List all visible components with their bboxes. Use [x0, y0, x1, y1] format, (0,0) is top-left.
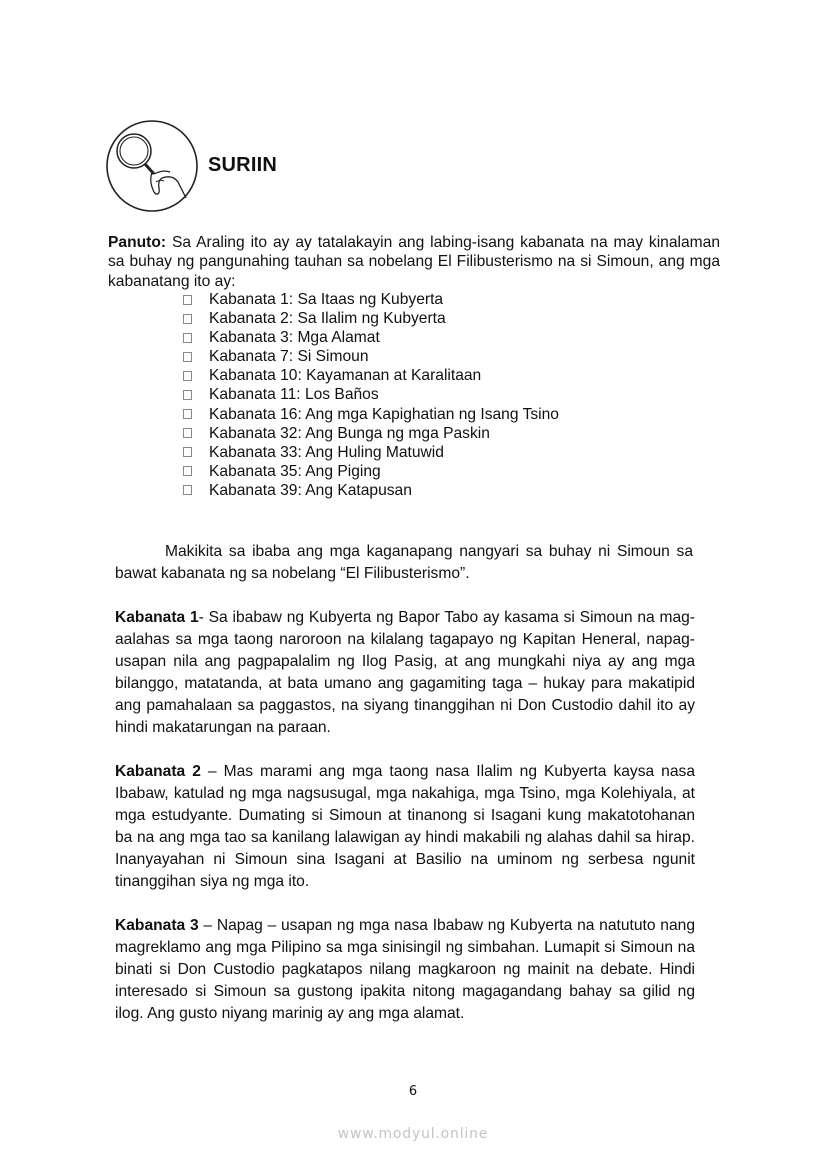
checkbox-icon [183, 333, 192, 343]
list-item: Kabanata 1: Sa Itaas ng Kubyerta [180, 290, 559, 309]
magnifying-glass-hand-icon [104, 118, 200, 214]
summary-paragraph-kabanata-1: Kabanata 1- Sa ibabaw ng Kubyerta ng Bapor Tabo ay kasama si Simoun na mag-aalahas sa mga taong naroroon na kilalang tagapayo ng Kapitan Heneral, napag-usapan nila ang pagpapalalim ng Ilog Pasig, at ang mungkahi niya ay ang mga bilanggo, matatanda, at bata umano ang gagamiting taga – hukay para makatipid ang pamahalaan sa paggastos, na siyang tinanggihan ni Don Custodio dahil ito ay hindi makatarungan na paraan. [115, 609, 696, 736]
checkbox-icon [183, 428, 192, 438]
list-item: Kabanata 11: Los Baños [180, 385, 559, 404]
instructions-paragraph [108, 233, 720, 291]
intro-paragraph: Makikita sa ibaba ang mga kaganapang nangyari sa buhay ni Simoun sa bawat kabanata ng sa nobelang “El Filibusterismo”. [115, 543, 693, 582]
list-item: Kabanata 10: Kayamanan at Karalitaan [180, 366, 559, 385]
checkbox-icon [183, 314, 192, 324]
list-item: Kabanata 16: Ang mga Kapighatian ng Isang Tsino [180, 405, 559, 424]
instructions-text: Sa Araling ito ay ay tatalakayin ang labing-isang kabanata na may kinalaman sa buhay ng pangunahing tauhan sa nobelang El Filibusterismo na si Simoun, ang mga kabanatang ito ay: [108, 234, 720, 290]
list-item: Kabanata 39: Ang Katapusan [180, 481, 559, 500]
list-item: Kabanata 33: Ang Huling Matuwid [180, 443, 559, 462]
checkbox-icon [183, 466, 192, 476]
list-item: Kabanata 32: Ang Bunga ng mga Paskin [180, 424, 559, 443]
checkbox-icon [183, 371, 192, 381]
checkbox-icon [183, 485, 192, 495]
checkbox-icon [183, 352, 192, 362]
list-item: Kabanata 3: Mga Alamat [180, 328, 559, 347]
list-item: Kabanata 35: Ang Piging [180, 462, 559, 481]
checkbox-icon [183, 390, 192, 400]
instructions-label: Panuto: [108, 234, 167, 251]
summary-paragraph-kabanata-3: Kabanata 3 – Napag – usapan ng mga nasa Ibabaw ng Kubyerta na natututo nang magreklamo ang mga Pilipino sa mga sinisingil ng simbahan. Lumapit si Simoun na binati si Don Custodio pagkatapos nilang magkaroon ng mainit na debate. Hindi interesado si Simoun sa gustong ipakita nitong magagandang bahay sa gilid ng ilog. Ang gusto niyang marinig ay ang mga alamat. [115, 917, 695, 1022]
checkbox-icon [183, 295, 192, 305]
summary-paragraph-kabanata-2: Kabanata 2 – Mas marami ang mga taong nasa Ilalim ng Kubyerta kaysa nasa Ibabaw, katulad ng mga nagsusugal, mga nakahiga, mga Tsino, mga Kolehiyala, at mga estudyante. Dumating si Simoun at tinanong si Isagani kung makatotohanan ba na ang mga tao sa kanilang lalawigan ay hindi makabili ng alahas dahil sa hirap. Inanyayahan ni Simoun sina Isagani at Basilio na uminom ng serbesa ngunit tinanggihan siya ng mga ito. [115, 763, 695, 890]
chapter-list [180, 290, 559, 500]
checkbox-icon [183, 409, 192, 419]
page-number: 6 [408, 1084, 418, 1099]
list-item: Kabanata 7: Si Simoun [180, 347, 559, 366]
list-item: Kabanata 2: Sa Ilalim ng Kubyerta [180, 309, 559, 328]
section-title: SURIIN [208, 154, 277, 176]
watermark: www.modyul.online [337, 1126, 489, 1142]
checkbox-icon [183, 447, 192, 457]
